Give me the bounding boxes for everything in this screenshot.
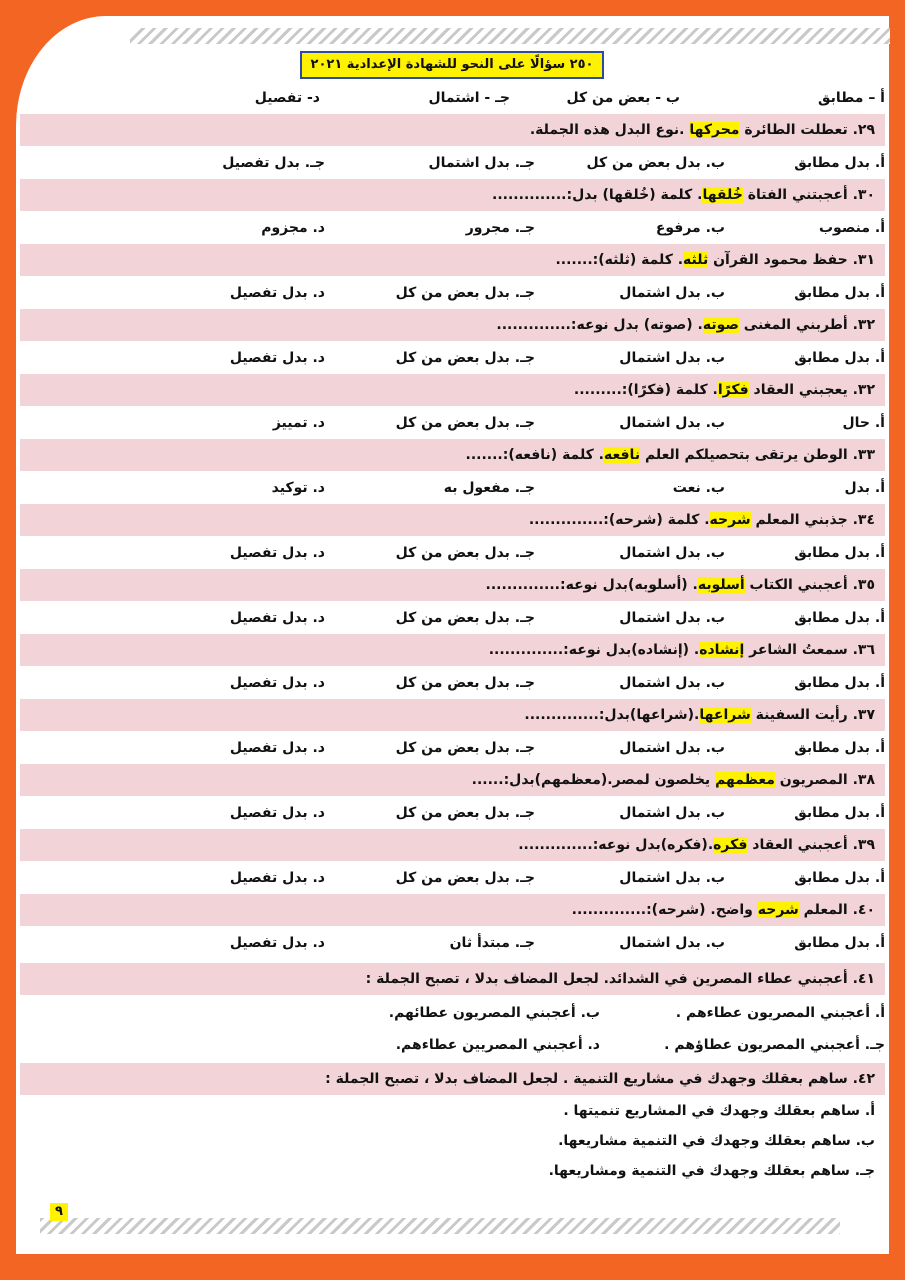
question-text: ٣٠. أعجبتني الفتاة (742, 187, 875, 203)
option-item: د. بدل تفصيل (229, 675, 325, 691)
question-tail: .(فكره)بدل نوعه:.............. (518, 837, 714, 853)
question-tail: . (أسلوبه)بدل نوعه:.............. (485, 577, 698, 593)
option-item: ب. بدل اشتمال (619, 805, 725, 821)
option-b: ب - بعض من كل (566, 90, 680, 106)
option-item: جـ. مجرور (465, 220, 535, 236)
options-row (20, 342, 885, 374)
q42-option-c: جـ. ساهم بعقلك وجهدك في التنمية ومشاريعها. (548, 1163, 875, 1179)
question-row (20, 894, 885, 926)
highlighted-word: إنشاده (699, 642, 745, 658)
option-item: د. بدل تفصيل (229, 610, 325, 626)
question-text: ٣٢. أطربني المغنى (738, 317, 875, 333)
option-item: أ. بدل مطابق (794, 870, 885, 886)
option-item: جـ. بدل بعض من كل (395, 350, 535, 366)
question-text: ٣٤. جذبني المعلم (750, 512, 875, 528)
question-row (20, 114, 885, 146)
options-row-top (20, 82, 885, 114)
highlighted-word: نافعه (604, 447, 641, 463)
option-item: د. بدل تفصيل (229, 545, 325, 561)
option-item: جـ. مفعول به (443, 480, 535, 496)
option-item: أ. بدل مطابق (794, 740, 885, 756)
question-row (20, 569, 885, 601)
question-row (20, 179, 885, 211)
option-item: أ. بدل مطابق (794, 285, 885, 301)
question-tail: يخلصون لمصر.(معظمهم)بدل:...... (471, 772, 716, 788)
options-row (20, 472, 885, 504)
option-item: أ. بدل مطابق (794, 545, 885, 561)
option-item: د. بدل تفصيل (229, 350, 325, 366)
highlighted-word: معظمهم (715, 772, 775, 788)
question-row (20, 374, 885, 406)
question-text: ٣٢. يعجبني العقاد (748, 382, 875, 398)
option-item: ب. بدل اشتمال (619, 545, 725, 561)
right-border (889, 0, 905, 1280)
page-title: ٢٥٠ سؤالًا على النحو للشهادة الإعدادية ٢٠٢١ (300, 51, 604, 79)
question-row (20, 439, 885, 471)
question-tail: . كلمة (شرحه):.............. (528, 512, 710, 528)
option-item: د. بدل تفصيل (229, 870, 325, 886)
option-item: جـ. بدل بعض من كل (395, 870, 535, 886)
highlighted-word: شرحه (757, 902, 799, 918)
question-tail: . كلمة (نافعه):....... (465, 447, 604, 463)
option-item: أ. بدل (844, 480, 885, 496)
question-text: ٣١. حفظ محمود القرآن (708, 252, 875, 268)
option-item: جـ. بدل بعض من كل (395, 675, 535, 691)
option-item: ب. بدل بعض من كل (586, 155, 725, 171)
option-item: د. بدل تفصيل (229, 935, 325, 951)
question-tail: . كلمة (فكرًا):......... (573, 382, 718, 398)
options-row (20, 927, 885, 959)
highlighted-word: فكره (713, 837, 748, 853)
options-row (20, 602, 885, 634)
option-item: أ. بدل مطابق (794, 610, 885, 626)
left-border (0, 0, 16, 1280)
q41-option-a: أ. أعجبني المصريون عطاءهم . (675, 1005, 885, 1021)
highlighted-word: محركها (689, 122, 740, 138)
question-text: ٣٧. رأيت السفينة (750, 707, 875, 723)
option-item: ب. بدل اشتمال (619, 610, 725, 626)
option-item: جـ. بدل بعض من كل (395, 415, 535, 431)
option-item: جـ. بدل بعض من كل (395, 285, 535, 301)
options-row (20, 407, 885, 439)
question-text: ٣٥. أعجبني الكتاب (744, 577, 875, 593)
option-item: جـ. بدل بعض من كل (395, 610, 535, 626)
highlighted-word: صوته (702, 317, 739, 333)
highlighted-word: أسلوبه (697, 577, 745, 593)
question-row (20, 764, 885, 796)
q42-option-a: أ. ساهم بعقلك وجهدك في المشاريع تنميتها . (563, 1103, 875, 1119)
question-tail: .(شراعها)بدل:.............. (524, 707, 700, 723)
option-item: ب. بدل اشتمال (619, 740, 725, 756)
option-item: ب. بدل اشتمال (619, 935, 725, 951)
options-row (20, 797, 885, 829)
option-item: ب. مرفوع (655, 220, 725, 236)
options-row (20, 212, 885, 244)
question-tail: .نوع البدل هذه الجملة. (529, 122, 690, 138)
option-d: د- تفصيل (254, 90, 320, 106)
question-text: ٢٩. تعطلت الطائرة (739, 122, 875, 138)
option-item: أ. بدل مطابق (794, 935, 885, 951)
bottom-border (0, 1254, 905, 1280)
question-row (20, 244, 885, 276)
options-row (20, 147, 885, 179)
options-row (20, 667, 885, 699)
option-item: ب. نعت (672, 480, 725, 496)
highlighted-word: ثلثه (683, 252, 709, 268)
page-number: ٩ (50, 1203, 68, 1221)
question-text: ٣٨. المصريون (774, 772, 875, 788)
q42-option-b: ب. ساهم بعقلك وجهدك في التنمية مشاريعها. (558, 1133, 875, 1149)
question-41: ٤١. أعجبني عطاء المصرين في الشدائد. لجعل المضاف بدلا ، تصبح الجملة : (20, 963, 885, 995)
option-item: جـ. مبتدأ ثان (449, 935, 535, 951)
question-row (20, 634, 885, 666)
highlighted-word: شراعها (699, 707, 751, 723)
option-item: جـ. بدل بعض من كل (395, 740, 535, 756)
question-text: ٣٦. سمعتُ الشاعر (744, 642, 875, 658)
option-a: أ – مطابق (818, 90, 885, 106)
option-item: جـ. بدل اشتمال (428, 155, 535, 171)
q41-options-row-2 (20, 1029, 885, 1061)
highlighted-word: شرحه (709, 512, 751, 528)
option-item: أ. منصوب (818, 220, 885, 236)
options-row (20, 537, 885, 569)
question-row (20, 829, 885, 861)
options-row (20, 732, 885, 764)
option-item: ب. بدل اشتمال (619, 675, 725, 691)
question-tail: واضح. (شرحه):.............. (571, 902, 758, 918)
option-item: جـ. بدل بعض من كل (395, 805, 535, 821)
options-row (20, 862, 885, 894)
q41-option-c: جـ. أعجبني المصريون عطاؤهم . (664, 1037, 885, 1053)
option-item: أ. بدل مطابق (794, 155, 885, 171)
option-item: ب. بدل اشتمال (619, 415, 725, 431)
question-tail: . (إنشاده)بدل نوعه:.............. (488, 642, 700, 658)
question-row (20, 699, 885, 731)
question-text: ٤٠. المعلم (798, 902, 875, 918)
question-42: ٤٢. ساهم بعقلك وجهدك في مشاريع التنمية . لجعل المضاف بدلا ، تصبح الجملة : (20, 1063, 885, 1095)
option-item: د. توكيد (271, 480, 325, 496)
option-item: جـ. بدل بعض من كل (395, 545, 535, 561)
question-row (20, 504, 885, 536)
q41-option-b: ب. أعجبني المصريون عطائهم. (388, 1005, 600, 1021)
question-text: ٣٣. الوطن يرتقى بتحصيلكم العلم (640, 447, 875, 463)
options-row (20, 277, 885, 309)
option-item: جـ. بدل تفصيل (222, 155, 325, 171)
highlighted-word: خُلقها (702, 187, 743, 203)
question-tail: . كلمة (خُلقها) بدل:.............. (492, 187, 703, 203)
question-text: ٣٩. أعجبني العقاد (747, 837, 875, 853)
option-item: د. بدل تفصيل (229, 805, 325, 821)
option-item: ب. بدل اشتمال (619, 350, 725, 366)
question-tail: . (صوته) بدل نوعه:.............. (496, 317, 703, 333)
question-row (20, 309, 885, 341)
option-item: أ. حال (842, 415, 885, 431)
option-item: أ. بدل مطابق (794, 350, 885, 366)
hatch-band-bottom (40, 1218, 840, 1234)
highlighted-word: فكرًا (717, 382, 749, 398)
hatch-band-top (130, 28, 890, 44)
option-item: ب. بدل اشتمال (619, 285, 725, 301)
question-tail: . كلمة (ثلثه):....... (555, 252, 684, 268)
option-item: أ. بدل مطابق (794, 805, 885, 821)
option-item: أ. بدل مطابق (794, 675, 885, 691)
option-c: جـ - اشتمال (428, 90, 510, 106)
option-item: د. تمييز (272, 415, 325, 431)
q41-option-d: د. أعجبني المصريين عطاءهم. (395, 1037, 600, 1053)
option-item: د. مجزوم (261, 220, 325, 236)
option-item: د. بدل تفصيل (229, 740, 325, 756)
q41-options-row-1 (20, 997, 885, 1029)
option-item: ب. بدل اشتمال (619, 870, 725, 886)
option-item: د. بدل تفصيل (229, 285, 325, 301)
